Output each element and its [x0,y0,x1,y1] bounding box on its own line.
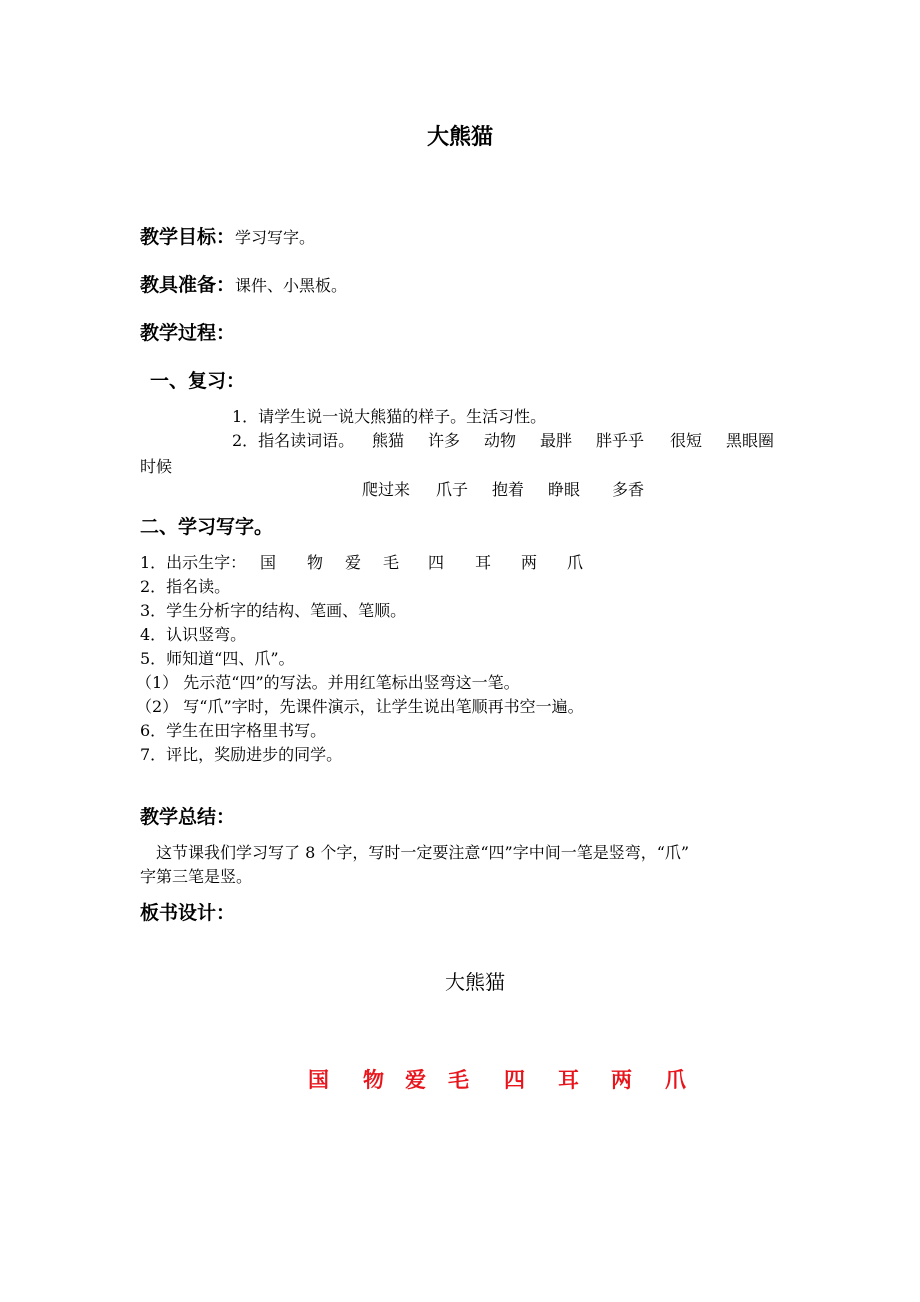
board-char: 物 [363,1068,384,1092]
goal-label: 教学目标： [140,226,236,248]
char-item: 四 [428,553,445,572]
prep-value: 课件、小黑板。 [235,276,348,295]
review-wrap-word: 时候 [140,457,173,476]
board-char: 国 [308,1068,329,1092]
board-heading: 板书设计： [140,902,236,924]
review-line-1: 1．请学生说一说大熊猫的样子。生活习性。 [232,407,547,426]
prep-line [140,270,347,297]
board-char: 两 [611,1068,632,1092]
review-line2-prefix: 2．指名读词语。 [232,431,355,450]
word-item: 抱着 [492,480,525,499]
char-item: 爪 [567,553,584,572]
word-item: 爪子 [436,480,469,499]
summary-line-1: 这节课我们学习写了 8 个字，写时一定要注意“四”字中间一笔是竖弯，“爪” [156,843,690,862]
word-item: 睁眼 [548,480,581,499]
board-char: 毛 [448,1068,469,1092]
summary-line-2: 字第三笔是竖。 [140,867,253,886]
word-item: 胖乎乎 [596,431,645,450]
review-line-3 [0,477,920,499]
board-char: 爱 [405,1068,426,1092]
char-item: 毛 [383,553,400,572]
review-line-2 [0,428,920,450]
goal-value: 学习写字。 [235,228,316,247]
board-char: 耳 [558,1068,579,1092]
goal-line [140,222,315,249]
board-title: 大熊猫 [445,970,505,994]
step1-prefix: 1．出示生字： [140,553,247,572]
writing-step-1 [0,550,920,572]
writing-step: 2．指名读。 [140,577,231,596]
review-heading: 一、复习： [150,370,246,392]
char-item: 两 [521,553,538,572]
char-item: 物 [307,553,324,572]
writing-substep: （1） 先示范“四”的写法。并用红笔标出竖弯这一笔。 [136,673,520,692]
writing-step: 5．师知道“四、爪”。 [140,649,295,668]
summary-heading: 教学总结： [140,806,236,828]
word-item: 黑眼圈 [726,431,775,450]
writing-heading: 二、学习写字。 [140,516,274,538]
board-chars [0,1064,920,1094]
word-item: 动物 [484,431,517,450]
char-item: 国 [260,553,277,572]
writing-step: 7．评比，奖励进步的同学。 [140,745,343,764]
char-item: 耳 [475,553,492,572]
writing-step: 6．学生在田字格里书写。 [140,721,327,740]
word-item: 熊猫 [372,431,405,450]
prep-label: 教具准备： [140,274,236,296]
process-heading: 教学过程： [140,322,236,344]
page-title: 大熊猫 [426,125,493,150]
word-item: 许多 [428,431,461,450]
word-item: 多香 [612,480,645,499]
writing-step: 4．认识竖弯。 [140,625,247,644]
board-char: 爪 [665,1068,686,1092]
writing-substep: （2） 写“爪”字时，先课件演示，让学生说出笔顺再书空一遍。 [136,697,584,716]
board-char: 四 [504,1068,525,1092]
word-item: 最胖 [540,431,573,450]
word-item: 爬过来 [362,480,411,499]
writing-step: 3．学生分析字的结构、笔画、笔顺。 [140,601,407,620]
word-item: 很短 [670,431,703,450]
char-item: 爱 [345,553,362,572]
